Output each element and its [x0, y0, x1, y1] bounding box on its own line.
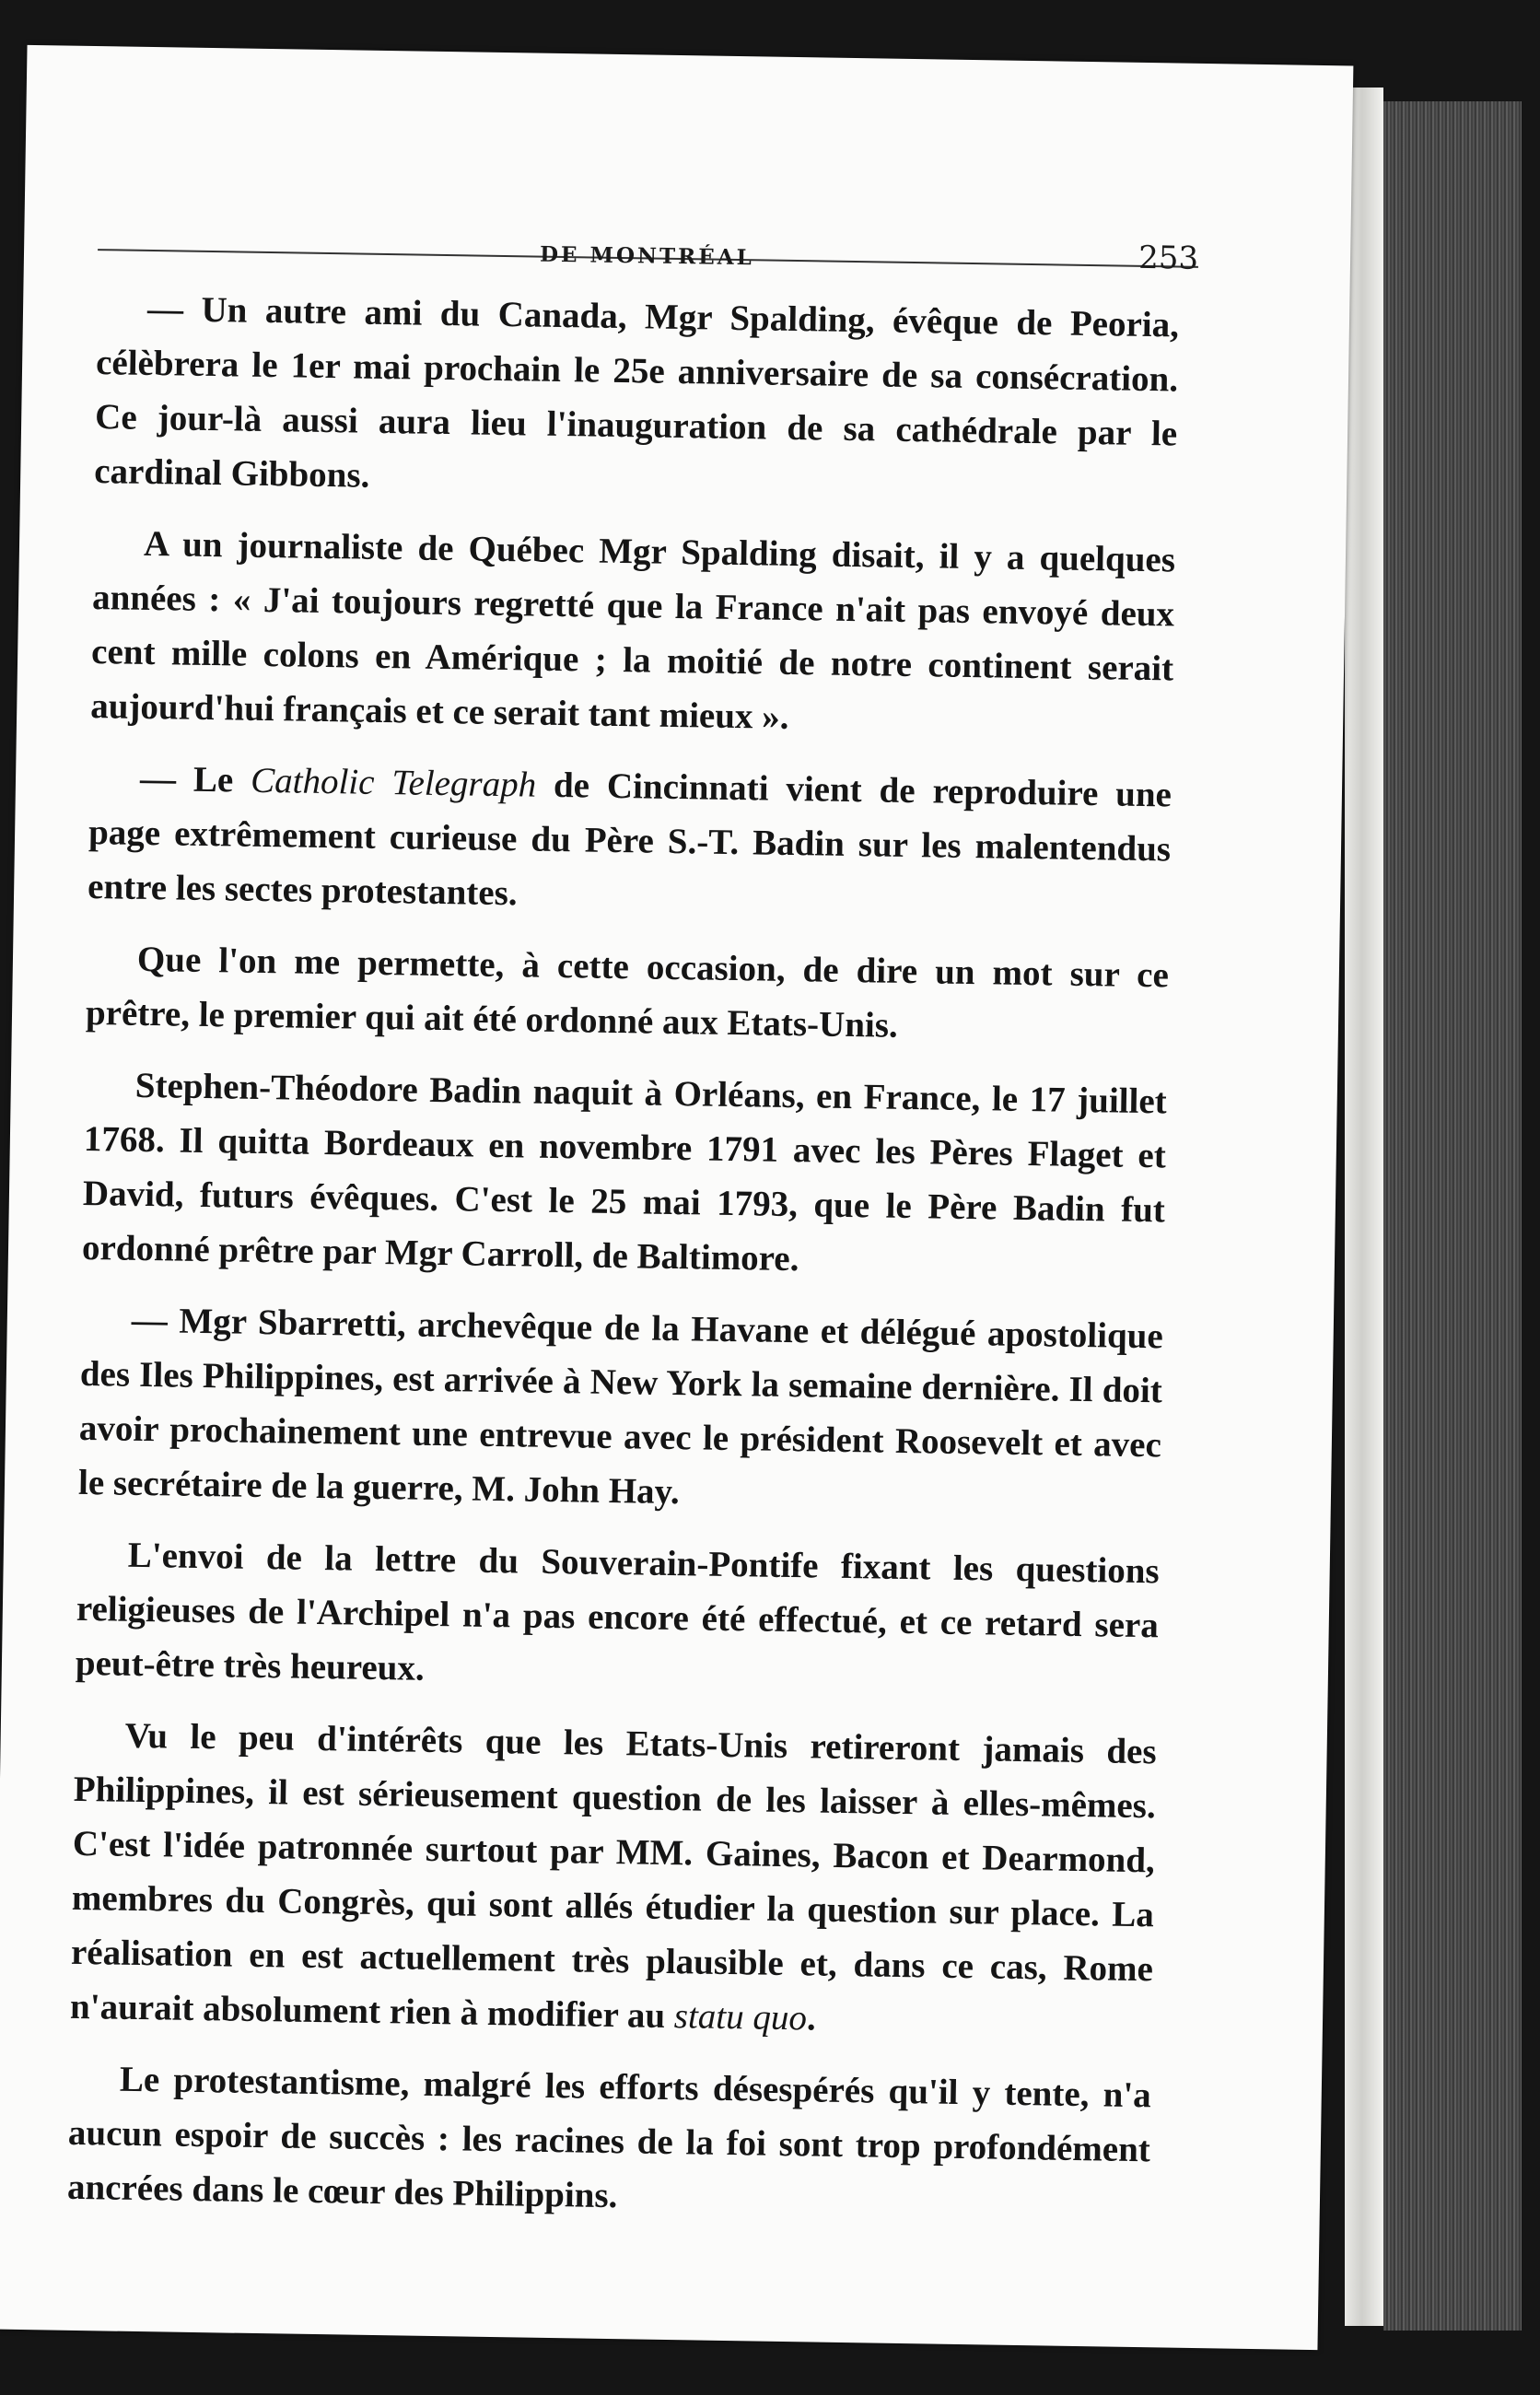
paragraph-text: — Mgr Sbarretti, archevêque de la Havane et délégué apostolique des Iles Philippines, est arrivée à New York la semaine dernière. Il doit avoir prochainement une entrevue avec le président Roosevelt et avec le secrétaire de la guerre, M. John Hay.: [77, 1300, 1164, 1513]
paragraph-text: L'envoi de la lettre du Souverain-Pontife fixant les questions religieuses de l'Archipel n'a pas encore été effectué, et ce retard sera peut-être très heureux.: [75, 1535, 1161, 1688]
paragraph-text: Le protestantisme, malgré les efforts désespérés qu'il y tente, n'a aucun espoir de succès : les racines de la foi sont trop profondément ancrées dans le cœur des Philippins.: [66, 2059, 1152, 2216]
running-head: [98, 184, 1199, 277]
body-text: [67, 281, 1180, 2232]
paragraph-text: Que l'on me permette, à cette occasion, de dire un mot sur ce prêtre, le premier qui ait été ordonné aux Etats-Unis.: [85, 939, 1170, 1046]
paragraph-badin-biography: [82, 1057, 1168, 1291]
paragraph-text: de Cincinnati vient de reproduire une page extrêmement curieuse du Père S.-T. Badin sur les malentendus entre les sectes protestantes.: [87, 765, 1172, 914]
paragraph-pontiff-letter: [76, 1527, 1161, 1707]
paragraph-text: — Un autre ami du Canada, Mgr Spalding, évêque de Peoria, célèbrera le 1er mai prochain le 25e anniversaire de sa consécration. Ce jour-là aussi aura lieu l'inauguration de sa cathédrale par le cardinal Gibbons.: [93, 288, 1180, 496]
book-page: [0, 45, 1353, 2350]
paragraph-text: .: [806, 1998, 817, 2039]
paragraph-text: Stephen-Théodore Badin naquit à Orléans, en France, le 17 juillet 1768. Il quitta Bordeaux en novembre 1791 avec les Pères Flaget et David, futurs évêques. C'est le 25 mai 1793, que le Père Badin fut ordonné prêtre par Mgr Carroll, de Baltimore.: [81, 1065, 1168, 1279]
paragraph-philippines-independence: [70, 1708, 1157, 2050]
latin-phrase: statu quo: [673, 1996, 808, 2039]
newspaper-title: Catholic Telegraph: [250, 760, 537, 805]
book-page-stack: [1383, 101, 1522, 2331]
paragraph-sbarretti: [78, 1292, 1164, 1526]
paragraph-catholic-telegraph: [88, 751, 1172, 930]
page-edge: [1345, 88, 1383, 2326]
paragraph-text: Vu le peu d'intérêts que les Etats-Unis retireront jamais des Philippines, il est sérieusement question de les laisser à elles-mêmes. C'est l'idée patronnée surtout par MM. Gaines, Bacon et Dearmond, membres du Congrès, qui sont allés étudier la question sur place. La réalisation en est actuellement très plausible et, dans ce cas, Rome n'aurait absolument rien à modifier au: [69, 1715, 1157, 2037]
paragraph-badin-intro: [86, 931, 1170, 1057]
paragraph-text: A un journaliste de Québec Mgr Spalding disait, il y a quelques années : « J'ai toujours regretté que la France n'ait pas envoyé deux cent mille colons en Amérique ; la moitié de notre continent serait aujourd'hui français et ce serait tant mieux ».: [89, 523, 1176, 737]
paragraph-spalding-anniversary: [94, 281, 1180, 515]
paragraph-protestantism: [67, 2051, 1152, 2231]
running-title: DE MONTRÉAL: [539, 241, 755, 271]
paragraph-text: — Le: [139, 758, 251, 800]
page-number: 253: [1138, 239, 1199, 277]
paragraph-spalding-quote: [90, 516, 1176, 750]
